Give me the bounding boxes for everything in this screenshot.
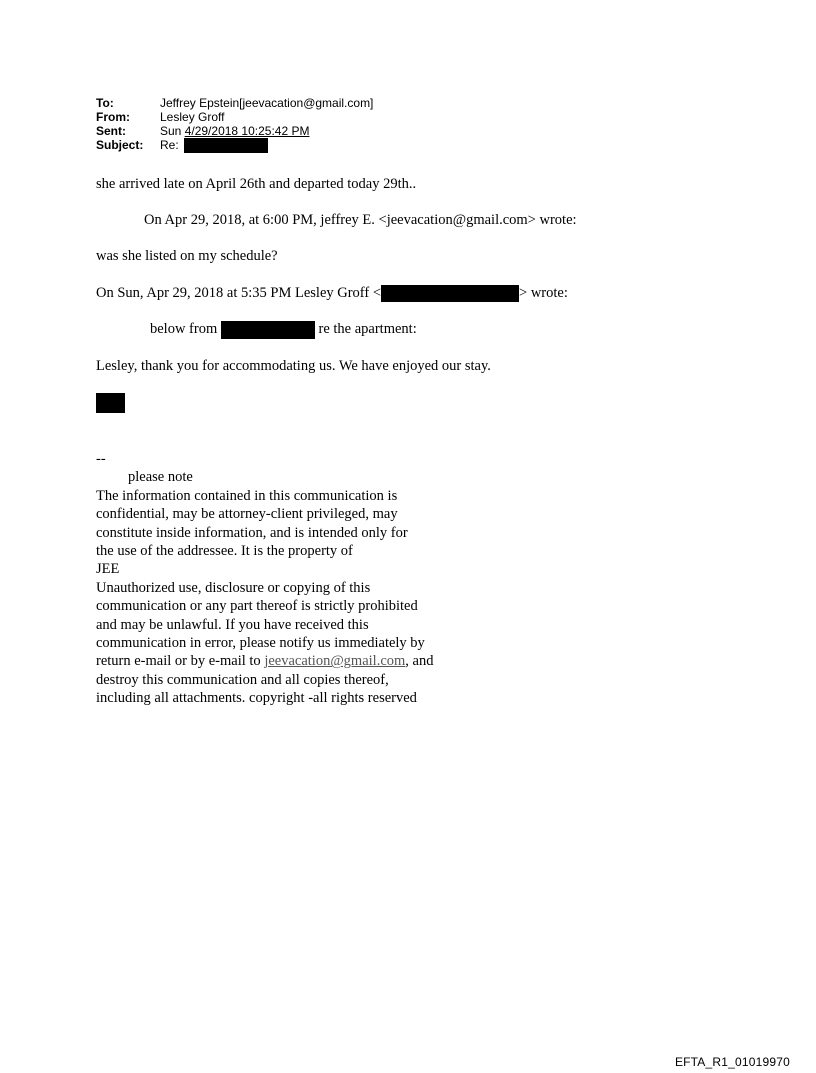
notice-line: communication in error, please notify us immediately by — [96, 635, 425, 652]
subject-redaction — [184, 138, 268, 153]
notice-email-line — [96, 652, 433, 670]
document-id: EFTA_R1_01019970 — [674, 1055, 790, 1069]
notice-email-pre: return e-mail or by e-mail to — [96, 653, 265, 670]
subject-row — [96, 138, 373, 152]
email-redaction — [381, 285, 519, 302]
sent-label: Sent: — [96, 124, 126, 138]
notice-line: The information contained in this communication is — [96, 487, 398, 504]
subject-value: Re: — [160, 138, 179, 152]
below-from-post: re the apartment: — [318, 321, 417, 337]
sent-value: 4/29/2018 10:25:42 PM — [184, 124, 310, 138]
thank-you-line: Lesley, thank you for accommodating us. We have enjoyed our stay. — [96, 358, 491, 374]
from-label: From: — [96, 110, 130, 124]
quote-header-lesley — [96, 284, 568, 302]
below-from-pre: below from — [150, 321, 218, 337]
notice-line: Unauthorized use, disclosure or copying of this — [96, 579, 371, 596]
please-note: please note — [128, 469, 193, 486]
notice-line: communication or any part thereof is strictly prohibited — [96, 598, 418, 615]
email-header — [96, 96, 373, 152]
name-redaction — [221, 321, 315, 339]
reply-line: she arrived late on April 26th and departed today 29th.. — [96, 176, 417, 192]
confidentiality-notice — [96, 450, 433, 708]
signature-separator: -- — [96, 451, 106, 467]
quote-header-lesley-pre: On Sun, Apr 29, 2018 at 5:35 PM Lesley Groff < — [96, 285, 382, 301]
to-label: To: — [96, 96, 114, 110]
notice-email-post: , and — [405, 653, 434, 670]
notice-line: including all attachments. copyright -all rights reserved — [96, 690, 417, 707]
notice-line: the use of the addressee. It is the property of — [96, 543, 353, 560]
question-line: was she listed on my schedule? — [96, 248, 278, 264]
notice-line: JEE — [96, 561, 120, 578]
from-row — [96, 110, 373, 124]
subject-label: Subject: — [96, 138, 144, 152]
to-value: Jeffrey Epstein[jeevacation@gmail.com] — [160, 96, 374, 110]
from-value: Lesley Groff — [160, 110, 225, 124]
to-row — [96, 96, 373, 110]
notice-line: destroy this communication and all copies thereof, — [96, 671, 389, 688]
quote-header-lesley-post: > wrote: — [519, 285, 568, 301]
notice-line: confidential, may be attorney-client privileged, may — [96, 506, 398, 523]
quote-header-jeffrey: On Apr 29, 2018, at 6:00 PM, jeffrey E. <jeevacation@gmail.com> wrote: — [144, 212, 577, 228]
notice-line: and may be unlawful. If you have received this — [96, 616, 369, 633]
sent-day: Sun — [160, 124, 182, 138]
sent-row — [96, 124, 373, 138]
email-link[interactable]: jeevacation@gmail.com — [264, 653, 406, 670]
notice-line: constitute inside information, and is intended only for — [96, 524, 408, 541]
signature-redaction — [96, 393, 125, 413]
below-from-line — [150, 320, 417, 339]
